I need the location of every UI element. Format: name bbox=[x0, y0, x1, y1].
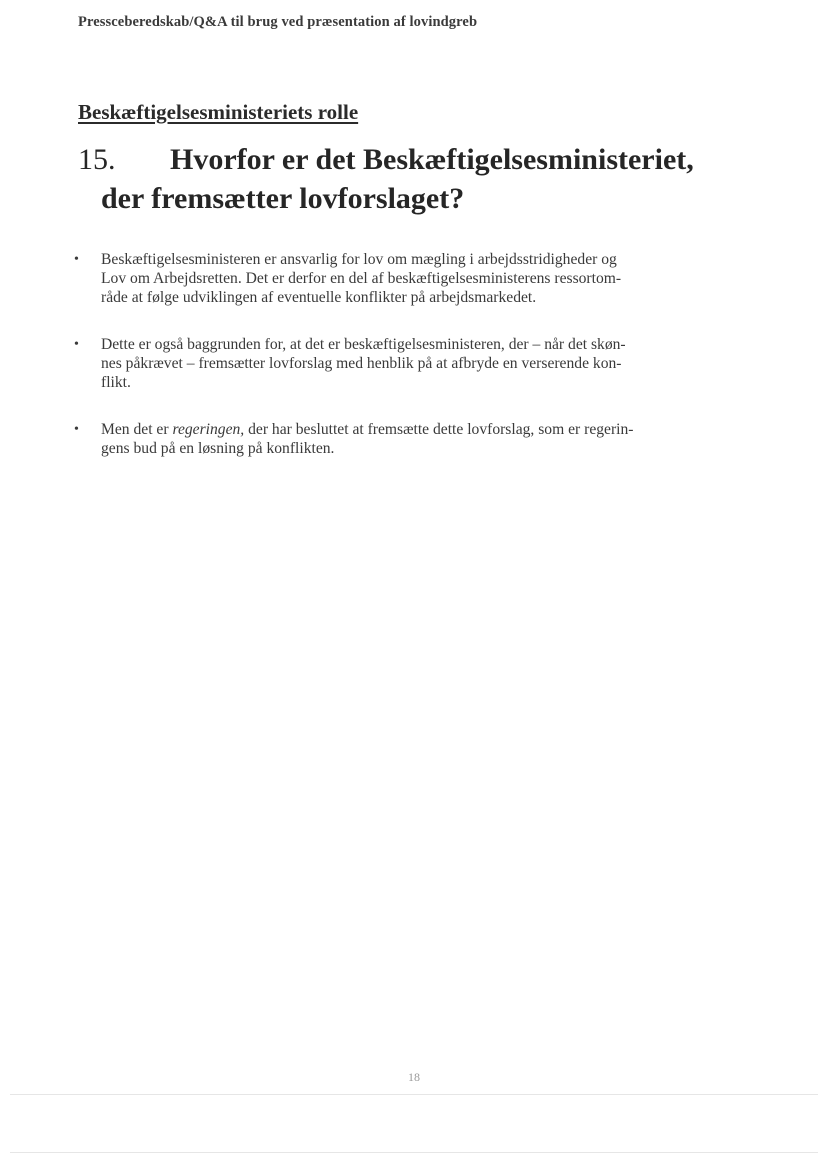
answer-bullet-list bbox=[74, 250, 748, 486]
page-number: 18 bbox=[408, 1070, 420, 1084]
bullet-item bbox=[74, 250, 748, 307]
bullet-item bbox=[74, 335, 748, 392]
bullet-line: Dette er også baggrunden for, at det er beskæftigelsesministeren, der – når det skøn- bbox=[101, 336, 626, 353]
bullet-dot-icon: • bbox=[74, 252, 79, 267]
bullet-line: gens bud på en løsning på konflikten. bbox=[101, 440, 335, 457]
running-header: Pressceberedskab/Q&A til brug ved præsentation af lovindgreb bbox=[78, 14, 478, 30]
question-heading bbox=[78, 140, 778, 218]
question-line-2: der fremsætter lovforslaget? bbox=[101, 182, 465, 215]
bullet-item bbox=[74, 420, 748, 458]
bullet-line: Beskæftigelsesministeren er ansvarlig for lov om mægling i arbejdsstridigheder og bbox=[101, 251, 617, 268]
bullet-line: Lov om Arbejdsretten. Det er derfor en del af beskæftigelsesministerens ressortom- bbox=[101, 270, 622, 287]
bullet-dot-icon: • bbox=[74, 422, 79, 437]
bullet-text: der har besluttet at fremsætte dette lovforslag, som er regerin- bbox=[244, 421, 634, 438]
divider bbox=[10, 1152, 818, 1153]
bullet-dot-icon: • bbox=[74, 337, 79, 352]
section-heading: Beskæftigelsesministeriets rolle bbox=[78, 100, 359, 124]
emphasized-word: regeringen, bbox=[172, 421, 245, 438]
question-line-1: Hvorfor er det Beskæftigelsesministeriet, bbox=[170, 143, 694, 176]
bullet-text: Men det er bbox=[101, 421, 173, 438]
bullet-line: nes påkrævet – fremsætter lovforslag med henblik på at afbryde en verserende kon- bbox=[101, 355, 622, 372]
bullet-line bbox=[101, 420, 748, 439]
bullet-line: råde at følge udviklingen af eventuelle konflikter på arbejdsmarkedet. bbox=[101, 289, 537, 306]
bullet-line: flikt. bbox=[101, 374, 131, 391]
divider bbox=[10, 1094, 818, 1095]
question-number: 15. bbox=[78, 143, 116, 176]
